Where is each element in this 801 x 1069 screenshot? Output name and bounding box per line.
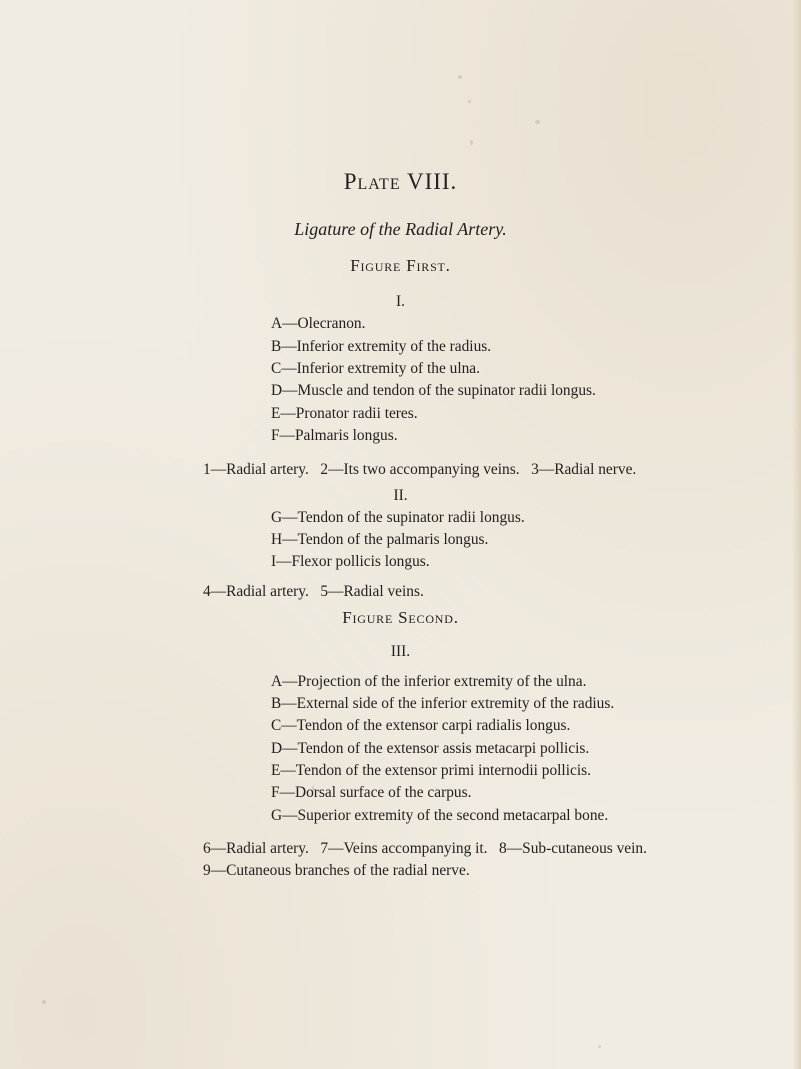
section-ii-item: H—Tendon of the palmaris longus. <box>271 531 489 548</box>
paper-speck <box>458 75 462 79</box>
section-i-numbered-line: 1—Radial artery. 2—Its two accompanying veins. 3—Radial nerve. <box>203 461 637 478</box>
section-ii-item: G—Tendon of the supinator radii longus. <box>271 509 525 526</box>
figure-second-title: Figure Second. <box>342 608 459 627</box>
section-iii-numbered-line: 6—Radial artery. 7—Veins accompanying it. 8—Sub-cutaneous vein. <box>203 840 647 857</box>
section-ii-numeral: II. <box>393 487 408 504</box>
paper-speck <box>535 120 540 124</box>
plate-word: Plate <box>343 169 401 194</box>
section-iii-item: C—Tendon of the extensor carpi radialis longus. <box>271 717 571 734</box>
paper-speck <box>42 1000 46 1004</box>
section-iii-numeral: III. <box>390 643 411 660</box>
section-iii-item: D—Tendon of the extensor assis metacarpi pollicis. <box>271 740 590 757</box>
section-i-item: E—Pronator radii teres. <box>271 405 418 422</box>
section-iii-item: B—External side of the inferior extremity of the radius. <box>271 695 615 712</box>
section-iii-item: E—Tendon of the extensor primi internodii pollicis. <box>271 762 591 779</box>
section-i-item: A—Olecranon. <box>271 315 366 332</box>
section-iii-item: F—Dorsal surface of the carpus. <box>271 784 472 801</box>
plate-number: VIII. <box>406 169 458 194</box>
section-ii-numbered-line: 4—Radial artery. 5—Radial veins. <box>203 583 424 600</box>
section-iii-item: A—Projection of the inferior extremity of the ulna. <box>271 673 587 690</box>
section-i-item: C—Inferior extremity of the ulna. <box>271 360 480 377</box>
section-i-item: B—Inferior extremity of the radius. <box>271 338 492 355</box>
section-iii-item: G—Superior extremity of the second metacarpal bone. <box>271 807 609 824</box>
section-i-item: D—Muscle and tendon of the supinator radii longus. <box>271 382 596 399</box>
paper-speck <box>470 140 473 145</box>
page-edge-shadow <box>792 0 801 1069</box>
section-i-numeral: I. <box>396 293 405 310</box>
plate-title <box>0 169 801 194</box>
section-ii-item: I—Flexor pollicis longus. <box>271 553 430 570</box>
section-iii-numbered-line: 9—Cutaneous branches of the radial nerve. <box>203 862 470 879</box>
figure-first-title: Figure First. <box>350 256 451 275</box>
plate-subtitle: Ligature of the Radial Artery. <box>294 219 507 239</box>
section-i-item: F—Palmaris longus. <box>271 427 398 444</box>
paper-speck <box>468 100 471 103</box>
paper-speck <box>598 1045 601 1048</box>
